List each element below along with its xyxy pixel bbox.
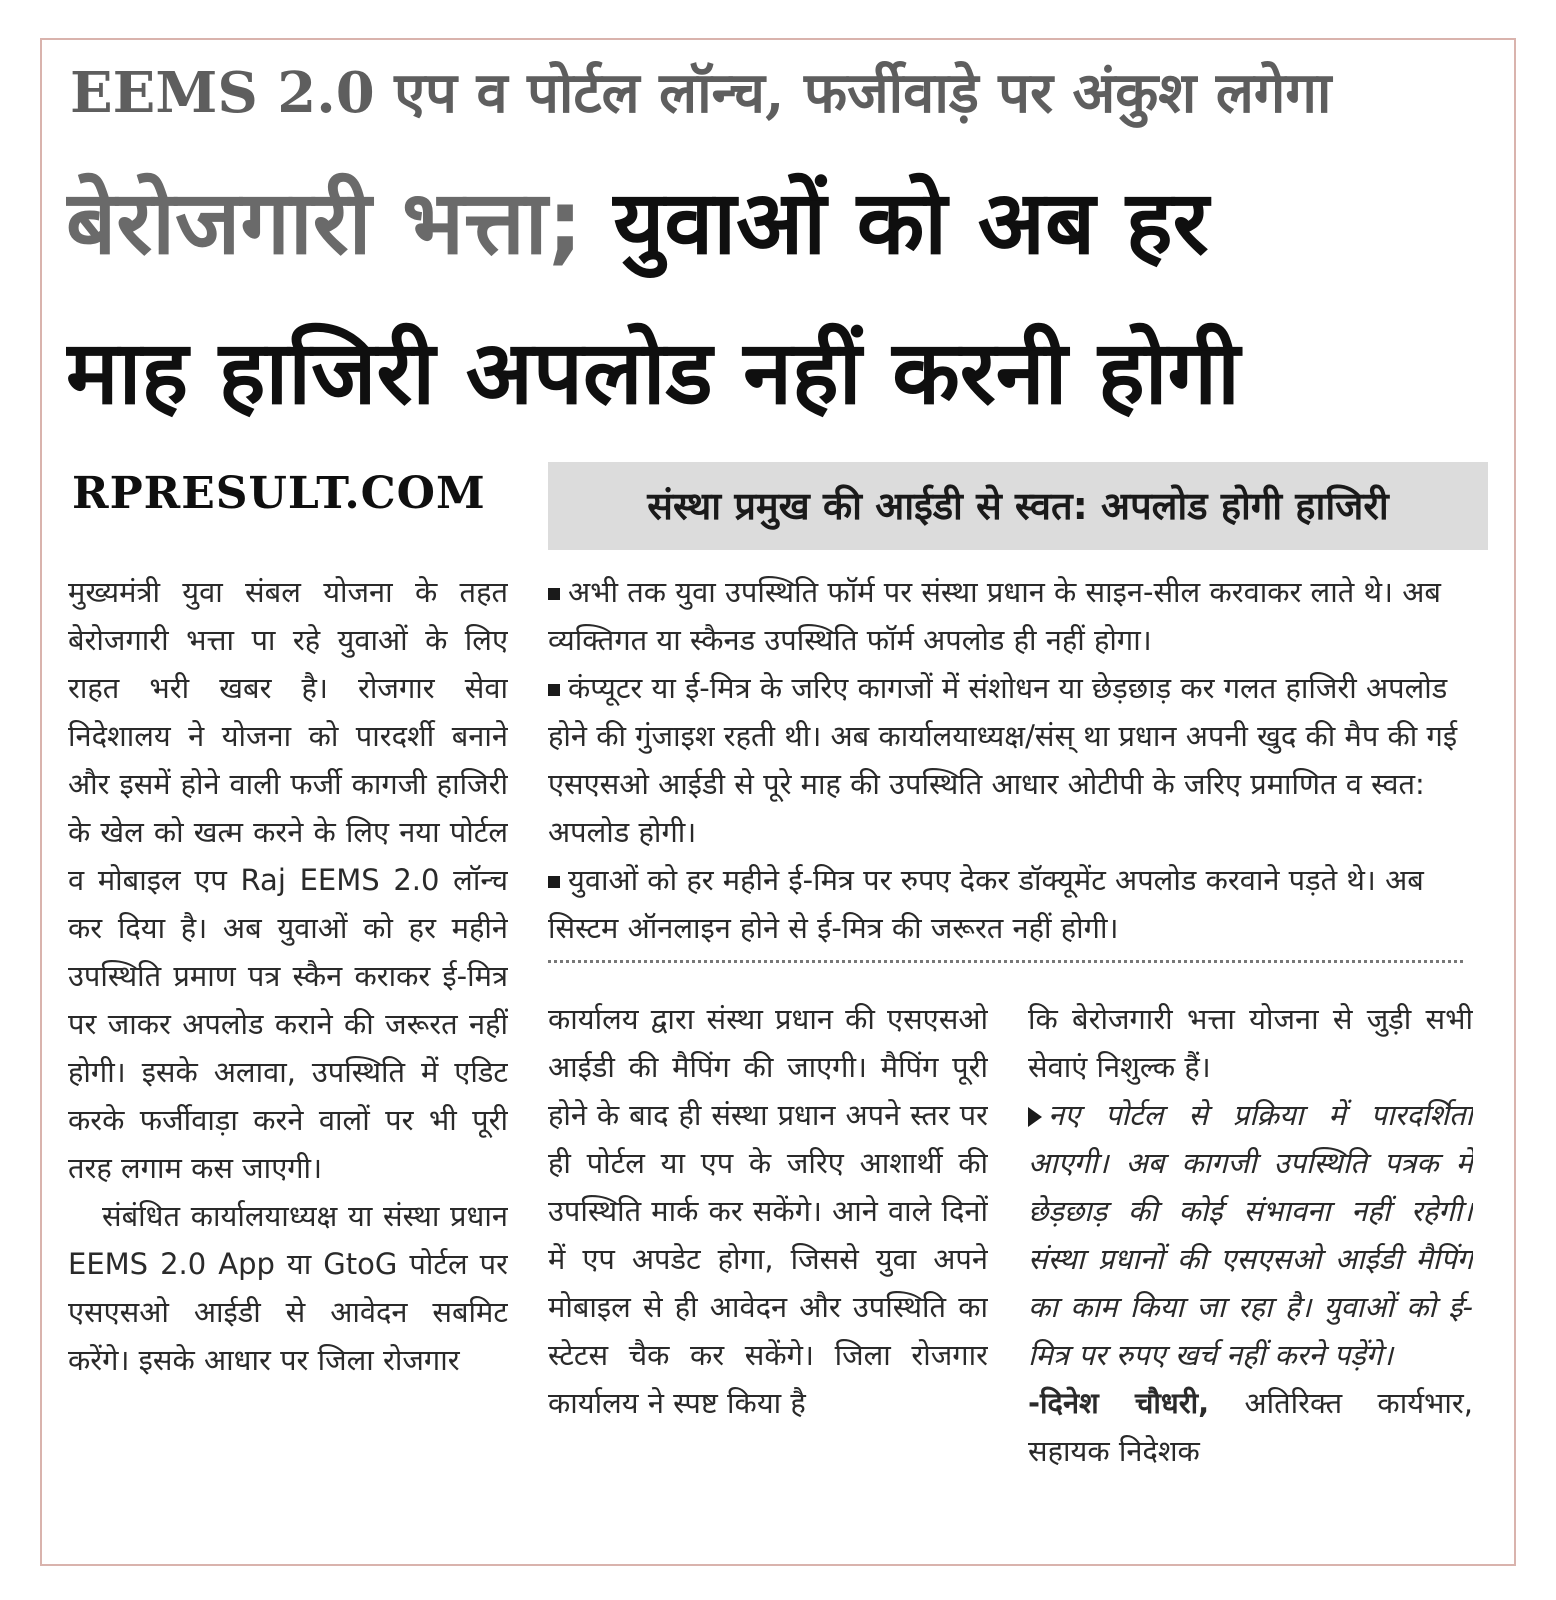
square-bullet-icon: [548, 588, 560, 600]
column-3: [548, 995, 988, 1545]
site-watermark: RPRESULT.COM: [72, 468, 486, 519]
bullet-item: कंप्यूटर या ई-मित्र के जरिए कागजों में संशोधन या छेड़छाड़ कर गलत हाजिरी अपलोड होने की गुंजाइश रहती थी। अब कार्यालयाध्यक्ष/संस् था प्रधान अपनी खुद की मैप की गई एसएसओ आईडी से पूरे माह की उपस्थिति आधार ओटीपी के जरिए प्रमाणित व स्वत: अपलोड होगी।: [548, 671, 1458, 849]
headline-line-2: माह हाजिरी अपलोड नहीं करनी होगी: [66, 321, 1240, 424]
kicker-headline: EEMS 2.0 एप व पोर्टल लॉन्च, फर्जीवाड़े पर अंकुश लगेगा: [70, 60, 1332, 126]
column1-paragraph-1: मुख्यमंत्री युवा संबल योजना के तहत बेरोजगारी भत्ता पा रहे युवाओं के लिए राहत भरी खबर है। रोजगार सेवा निदेशालय ने योजना को पारदर्शी बनाने और इसमें होने वाली फर्जी कागजी हाजिरी के खेल को खत्म करने के लिए नया पोर्टल व मोबाइल एप Raj EEMS 2.0 लॉन्च कर दिया है। अब युवाओं को हर महीने उपस्थिति प्रमाण पत्र स्कैन कराकर ई-मित्र पर जाकर अपलोड कराने की जरूरत नहीं होगी। इसके अलावा, उपस्थिति में एडिट करके फर्जीवाड़ा करने वालों पर भी पूरी तरह लगाम कस जाएगी।: [68, 575, 508, 1185]
subheadline-box: संस्था प्रमुख की आईडी से स्वत: अपलोड होगी हाजिरी: [548, 462, 1488, 550]
main-headline: [66, 148, 1496, 448]
headline-line1-rest: युवाओं को अब हर: [613, 171, 1209, 274]
bullet-list: [548, 568, 1458, 948]
column4-paragraph: कि बेरोजगारी भत्ता योजना से जुड़ी सभी सेवाएं निशुल्क हैं।: [1028, 1002, 1473, 1084]
square-bullet-icon: [548, 684, 560, 696]
quote-author: -दिनेश चौधरी,: [1028, 1386, 1210, 1420]
column3-paragraph: कार्यालय द्वारा संस्था प्रधान की एसएसओ आईडी की मैपिंग की जाएगी। मैपिंग पूरी होने के बाद ही संस्था प्रधान अपने स्तर पर ही पोर्टल या एप के जरिए आशार्थी की उपस्थिति मार्क कर सकेंगे। आने वाले दिनों में एप अपडेट होगा, जिससे युवा अपने मोबाइल से ही आवेदन और उपस्थिति का स्टेटस चैक कर सकेंगे। जिला रोजगार कार्यालय ने स्पष्ट किया है: [548, 1002, 988, 1420]
quote-marker-icon: [1028, 1107, 1042, 1127]
square-bullet-icon: [548, 876, 560, 888]
column-4: [1028, 995, 1473, 1545]
quote-designation: अतिरिक्त कार्यभार, सहायक निदेशक: [1028, 1386, 1473, 1468]
official-quote: नए पोर्टल से प्रक्रिया में पारदर्शिता आएगी। अब कागजी उपस्थिति पत्रक में छेड़छाड़ की कोई संभावना नहीं रहेगी। संस्था प्रधानों की एसएसओ आईडी मैपिंग का काम किया जा रहा है। युवाओं को ई-मित्र पर रुपए खर्च नहीं करने पड़ेंगे।: [1028, 1098, 1473, 1372]
headline-line-1: [66, 148, 1496, 298]
bullet-item: युवाओं को हर महीने ई-मित्र पर रुपए देकर डॉक्यूमेंट अपलोड करवाने पड़ते थे। अब सिस्टम ऑनलाइन होने से ई-मित्र की जरूरत नहीं होगी।: [548, 863, 1424, 945]
quote-attribution: [1028, 1379, 1473, 1475]
headline-topic: बेरोजगारी भत्ता;: [66, 171, 583, 274]
bullet-item: अभी तक युवा उपस्थिति फॉर्म पर संस्था प्रधान के साइन-सील करवाकर लाते थे। अब व्यक्तिगत या स्कैनड उपस्थिति फॉर्म अपलोड ही नहीं होगा।: [548, 575, 1441, 657]
dotted-divider: [548, 960, 1463, 963]
column1-paragraph-2: संबंधित कार्यालयाध्यक्ष या संस्था प्रधान EEMS 2.0 App या GtoG पोर्टल पर एसएसओ आईडी से आवेदन सबमिट करेंगे। इसके आधार पर जिला रोजगार: [68, 1199, 508, 1377]
column-1: [68, 568, 508, 1538]
